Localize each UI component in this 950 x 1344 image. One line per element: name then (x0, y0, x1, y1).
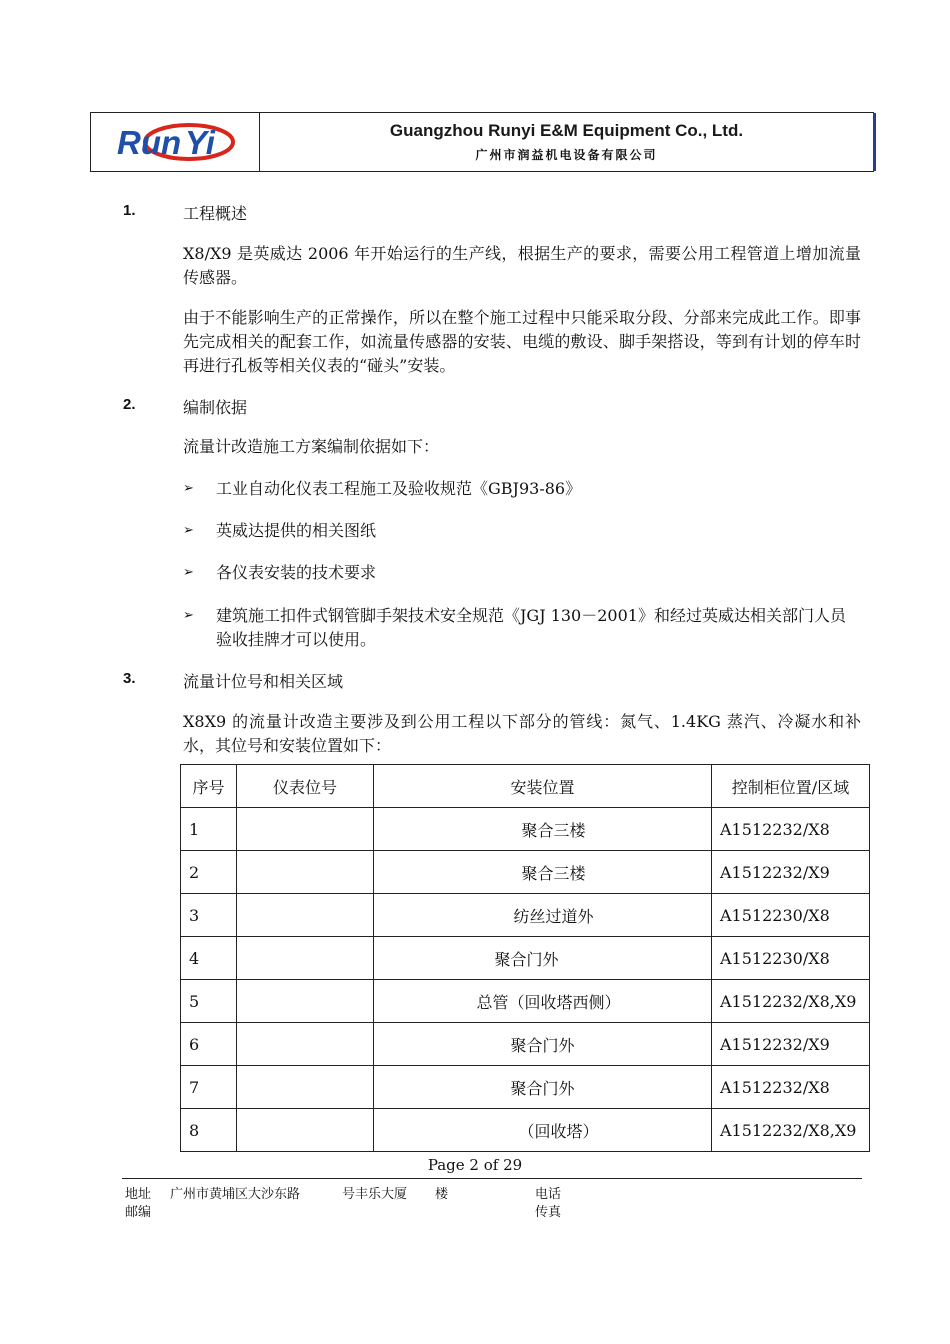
section-3-title: 流量计位号和相关区域 (183, 672, 344, 691)
cell-location: （回收塔） (374, 1109, 712, 1152)
cell-seq: 4 (181, 937, 237, 980)
arrow-bullet-icon: ➢ (183, 523, 194, 538)
arrow-bullet-icon: ➢ (183, 608, 194, 623)
cell-tag (237, 808, 374, 851)
cell-seq: 2 (181, 851, 237, 894)
table-row (181, 1066, 870, 1109)
company-logo (91, 113, 260, 171)
cell-cabinet: A1512232/X9 (712, 851, 870, 894)
section-1-number: 1. (123, 202, 136, 219)
cell-tag (237, 1109, 374, 1152)
section-1-title: 工程概述 (183, 204, 248, 223)
column-header: 序号 (181, 765, 237, 808)
arrow-bullet-icon: ➢ (183, 481, 194, 496)
cell-location: 聚合门外 (374, 937, 712, 980)
table-row (181, 894, 870, 937)
cell-cabinet: A1512230/X8 (712, 894, 870, 937)
section-3-number: 3. (123, 670, 136, 687)
column-header: 安装位置 (374, 765, 712, 808)
company-name-cn: 广州市润益机电设备有限公司 (475, 148, 658, 162)
basis-list-item (183, 519, 861, 543)
basis-item-text: 工业自动化仪表工程施工及验收规范《GBJ93-86》 (216, 479, 582, 498)
cell-location: 聚合三楼 (374, 851, 712, 894)
table-row (181, 937, 870, 980)
table-row (181, 808, 870, 851)
cell-location: 聚合门外 (374, 1066, 712, 1109)
cell-tag (237, 937, 374, 980)
table-row (181, 1023, 870, 1066)
basis-list-item (183, 604, 861, 652)
cell-location: 聚合门外 (374, 1023, 712, 1066)
footer-address-part-2: 号丰乐大厦 (342, 1187, 408, 1202)
cell-location: 聚合三楼 (374, 808, 712, 851)
table-header-row (181, 765, 870, 808)
table-row (181, 1109, 870, 1152)
table-row (181, 851, 870, 894)
company-name-en: Guangzhou Runyi E&M Equipment Co., Ltd. (389, 121, 744, 140)
footer-postcode-label: 邮编 (125, 1205, 152, 1220)
letterhead (90, 112, 874, 172)
basis-item-text: 建筑施工扣件式钢管脚手架技术安全规范《JGJ 130－2001》和经过英威达相关部门人员验收挂牌才可以使用。 (216, 606, 846, 649)
footer-divider (122, 1178, 862, 1179)
section-2-intro: 流量计改造施工方案编制依据如下： (183, 437, 440, 456)
runyi-logo-icon (113, 120, 237, 164)
cell-location: 总管（回收塔西侧） (374, 980, 712, 1023)
cell-seq: 7 (181, 1066, 237, 1109)
cell-tag (237, 894, 374, 937)
flowmeter-table (180, 764, 870, 1152)
svg-text:Run: Run (117, 124, 182, 161)
footer-fax-label: 传真 (535, 1205, 562, 1220)
cell-seq: 6 (181, 1023, 237, 1066)
cell-seq: 1 (181, 808, 237, 851)
cell-location: 纺丝过道外 (374, 894, 712, 937)
cell-cabinet: A1512232/X9 (712, 1023, 870, 1066)
section-2-title: 编制依据 (183, 398, 248, 417)
cell-seq: 8 (181, 1109, 237, 1152)
cell-tag (237, 980, 374, 1023)
cell-tag (237, 851, 374, 894)
table-row (181, 980, 870, 1023)
basis-list-item (183, 477, 861, 501)
footer-address-part-1: 广州市黄埔区大沙东路 (170, 1187, 301, 1202)
column-header: 控制柜位置/区域 (712, 765, 870, 808)
section-2-number: 2. (123, 396, 136, 413)
cell-cabinet: A1512230/X8 (712, 937, 870, 980)
footer-address-part-3: 楼 (435, 1187, 449, 1202)
basis-list-item (183, 561, 861, 585)
section-1-paragraph-2: 由于不能影响生产的正常操作，所以在整个施工过程中只能采取分段、分部来完成此工作。即事先完成相关的配套工作，如流量传感器的安装、电缆的敷设、脚手架搭设，等到有计划的停车时再进行孔板等相关仪表的“碰头”安装。 (183, 308, 861, 375)
cell-tag (237, 1066, 374, 1109)
footer-phone-label: 电话 (535, 1187, 562, 1202)
basis-item-text: 各仪表安装的技术要求 (216, 563, 377, 582)
column-header: 仪表位号 (237, 765, 374, 808)
cell-seq: 5 (181, 980, 237, 1023)
cell-cabinet: A1512232/X8,X9 (712, 1109, 870, 1152)
cell-seq: 3 (181, 894, 237, 937)
cell-cabinet: A1512232/X8,X9 (712, 980, 870, 1023)
footer-address-label: 地址 (125, 1187, 152, 1202)
section-1-paragraph-1: X8/X9 是英威达 2006 年开始运行的生产线，根据生产的要求，需要公用工程管道上增加流量传感器。 (183, 244, 861, 287)
cell-cabinet: A1512232/X8 (712, 808, 870, 851)
arrow-bullet-icon: ➢ (183, 565, 194, 580)
svg-text:Yi: Yi (185, 124, 215, 161)
page-number: Page 2 of 29 (427, 1156, 523, 1174)
cell-cabinet: A1512232/X8 (712, 1066, 870, 1109)
basis-item-text: 英威达提供的相关图纸 (216, 521, 377, 540)
cell-tag (237, 1023, 374, 1066)
section-3-intro: X8X9 的流量计改造主要涉及到公用工程以下部分的管线：氮气、1.4KG 蒸汽、冷凝水和补水，其位号和安装位置如下： (183, 712, 861, 755)
header-edge-accent (873, 113, 876, 171)
